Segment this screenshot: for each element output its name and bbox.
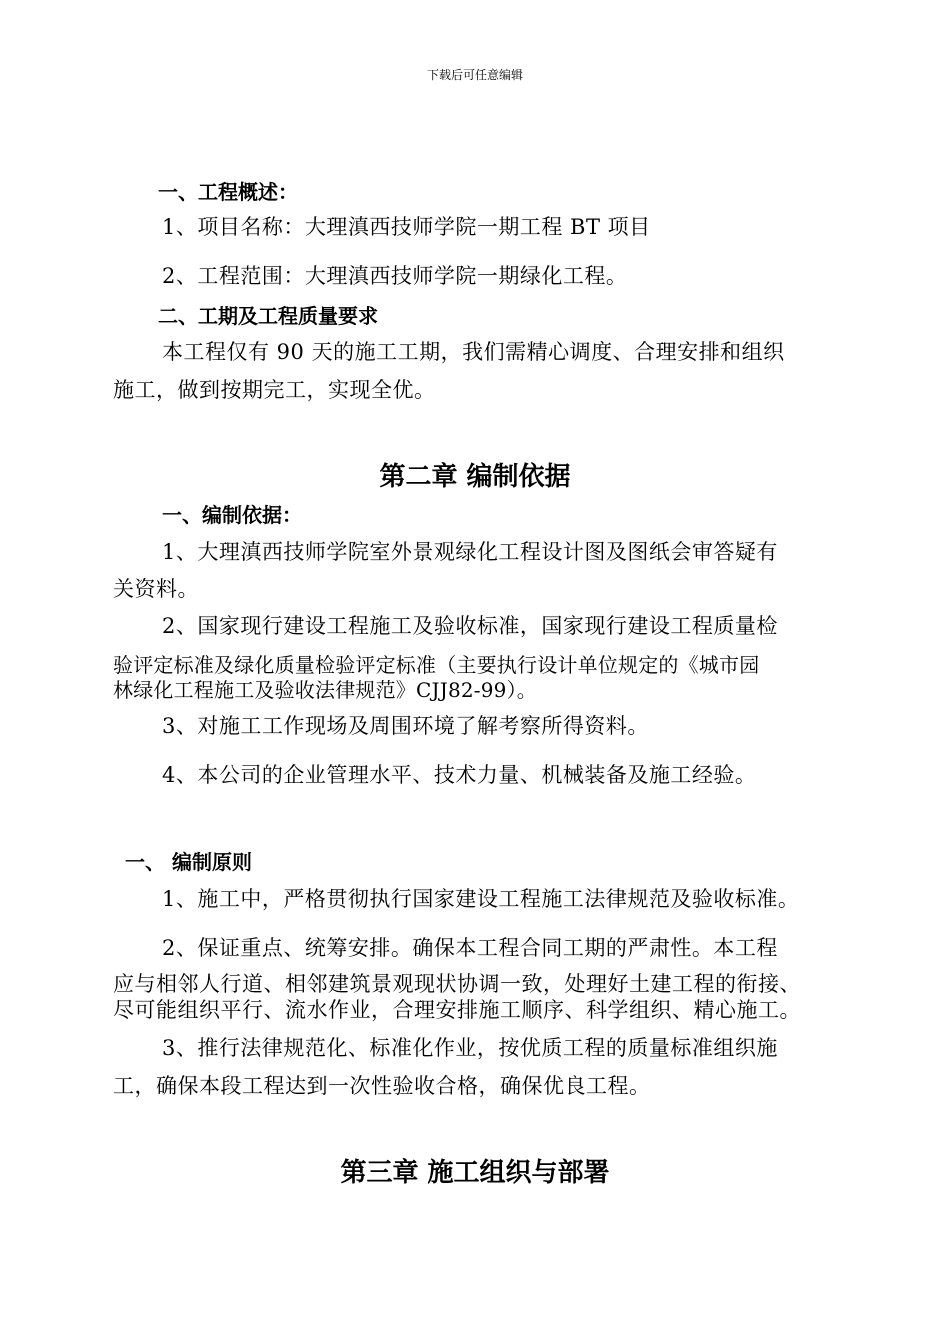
chapter-title-3: 第三章 施工组织与部署: [340, 1158, 610, 1188]
principle-line: 3、推行法律规范化、标准化作业，按优质工程的质量标准组织施: [162, 1036, 778, 1060]
project-scope-line: 2、工程范围：大理滇西技师学院一期绿化工程。: [162, 264, 628, 288]
basis-item-line: 2、国家现行建设工程施工及验收标准，国家现行建设工程质量检: [162, 614, 778, 638]
basis-item-line: 4、本公司的企业管理水平、技术力量、机械装备及施工经验。: [162, 763, 757, 787]
basis-item-line: 关资料。: [113, 577, 199, 601]
schedule-paragraph-line: 施工，做到按期完工，实现全优。: [113, 378, 436, 402]
schedule-paragraph-line: 本工程仅有 90 天的施工工期，我们需精心调度、合理安排和组织: [162, 340, 785, 364]
page-header: 下载后可任意编辑: [426, 68, 523, 82]
principle-line: 2、保证重点、统筹安排。确保本工程合同工期的严肃性。本工程: [162, 936, 778, 960]
basis-item-line: 林绿化工程施工及验收法律规范》CJJ82-99）。: [113, 678, 537, 702]
section-heading-overview: 一、工程概述：: [158, 180, 298, 204]
section-heading-principles: 一、 编制原则: [125, 850, 252, 874]
chapter-title-2: 第二章 编制依据: [379, 462, 571, 492]
principle-line: 1、施工中，严格贯彻执行国家建设工程施工法律规范及验收标准。: [162, 887, 800, 911]
principle-line: 工，确保本段工程达到一次性验收合格，确保优良工程。: [113, 1074, 651, 1098]
section-heading-basis: 一、编制依据：: [162, 503, 302, 527]
principle-line: 应与相邻人行道、相邻建筑景观现状协调一致，处理好土建工程的衔接、: [113, 972, 801, 996]
principle-line: 尽可能组织平行、流水作业，合理安排施工顺序、科学组织、精心施工。: [113, 998, 801, 1022]
project-name-line: 1、项目名称：大理滇西技师学院一期工程 BT 项目: [162, 215, 651, 239]
section-heading-schedule: 二、工期及工程质量要求: [158, 304, 378, 328]
basis-item-line: 验评定标准及绿化质量检验评定标准（主要执行设计单位规定的《城市园: [113, 653, 760, 677]
basis-item-line: 1、大理滇西技师学院室外景观绿化工程设计图及图纸会审答疑有: [162, 540, 778, 564]
basis-item-line: 3、对施工工作现场及周围环境了解考察所得资料。: [162, 714, 649, 738]
